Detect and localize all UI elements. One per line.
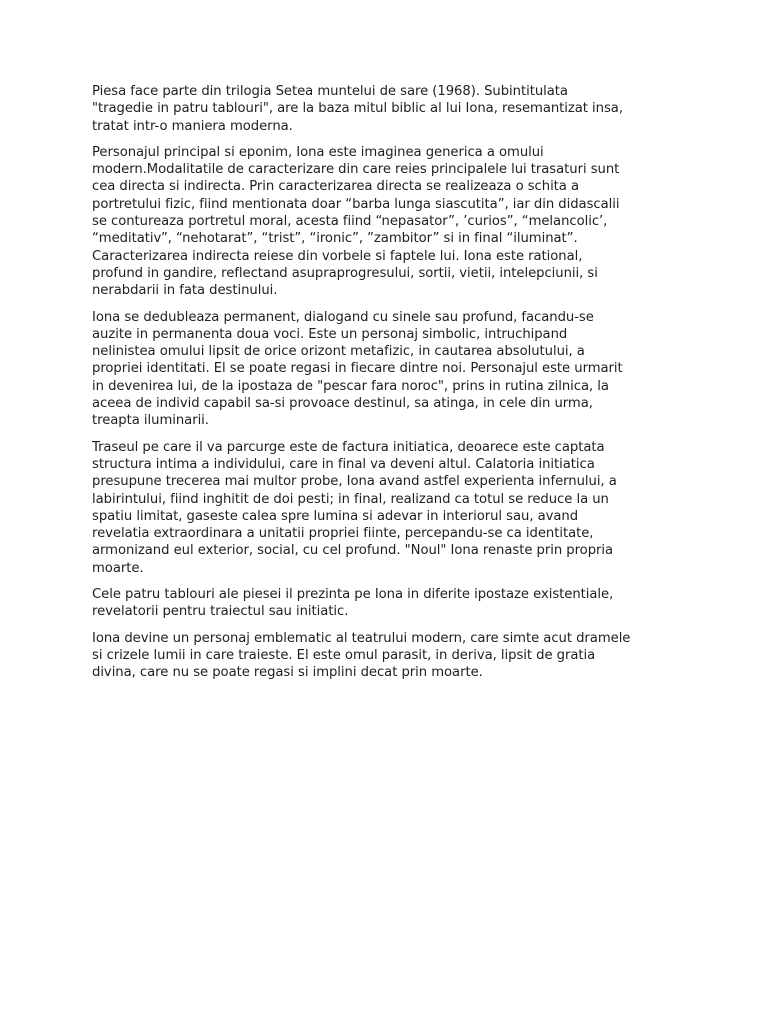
paragraph-5: Cele patru tablouri ale piesei il prezinta pe Iona in diferite ipostaze existentiale, revelatorii pentru traiectul sau initiatic. (92, 587, 614, 620)
document-body (92, 83, 692, 691)
paragraph-6: Iona devine un personaj emblematic al teatrului modern, care simte acut dramele si crizele lumii in care traieste. El este omul parasit, in deriva, lipsit de gratia divina, care nu se poate regasi si implini decat prin moarte. (92, 630, 631, 681)
paragraph-1: Piesa face parte din trilogia Setea muntelui de sare (1968). Subintitulata "tragedie in patru tablouri", are la baza mitul biblic al lui Iona, resemantizat insa, tratat intr-o maniera moderna. (92, 84, 623, 134)
paragraph-4: Traseul pe care il va parcurge este de factura initiatica, deoarece este captata structura intima a individului, care in final va deveni altul. Calatoria initiatica presupune trecerea mai multor probe, Iona avand astfel experienta infernului, a labirintului, fiind inghitit de doi pesti; in final, realizand ca totul se reduce la un spatiu limitat, gaseste calea spre lumina si adevar in interiorul sau, avand revelatia extraordinara a unitatii propriei fiinte, percepandu-se ca identitate, armonizand eul exterior, social, cu cel profund. "Noul" Iona renaste prin propria moarte. (92, 439, 617, 576)
paragraph-2: Personajul principal si eponim, Iona este imaginea generica a omului modern.Modalitatile de caracterizare din care reies principalele lui trasaturi sunt cea directa si indirecta. Prin caracterizarea directa se realizeaza o schita a portretului fizic, fiind mentionata doar “barba lunga siascutita”, iar din didascalii se contureaza portretul moral, acesta fiind “nepasator”, ’curios”, “melancolic’, “meditativ”, “nehotarat”, “trist”, “ironic”, ”zambitor” si in final “iluminat”. Caracterizarea indirecta reiese din vorbele si faptele lui. Iona este rational, profund in gandire, reflectand asupraprogresului, sortii, vietii, intelepciunii, si nerabdarii in fata destinului. (92, 144, 620, 299)
paragraph-3: Iona se dedubleaza permanent, dialogand cu sinele sau profund, facandu-se auzite in permanenta doua voci. Este un personaj simbolic, intruchipand nelinistea omului lipsit de orice orizont metafizic, in cautarea absolutului, a propriei identitati. El se poate regasi in fiecare dintre noi. Personajul este urmarit in devenirea lui, de la ipostaza de "pescar fara noroc", prins in rutina zilnica, la aceea de individ capabil sa-si provoace destinul, sa atinga, in cele din urma, treapta iluminarii. (92, 309, 623, 429)
